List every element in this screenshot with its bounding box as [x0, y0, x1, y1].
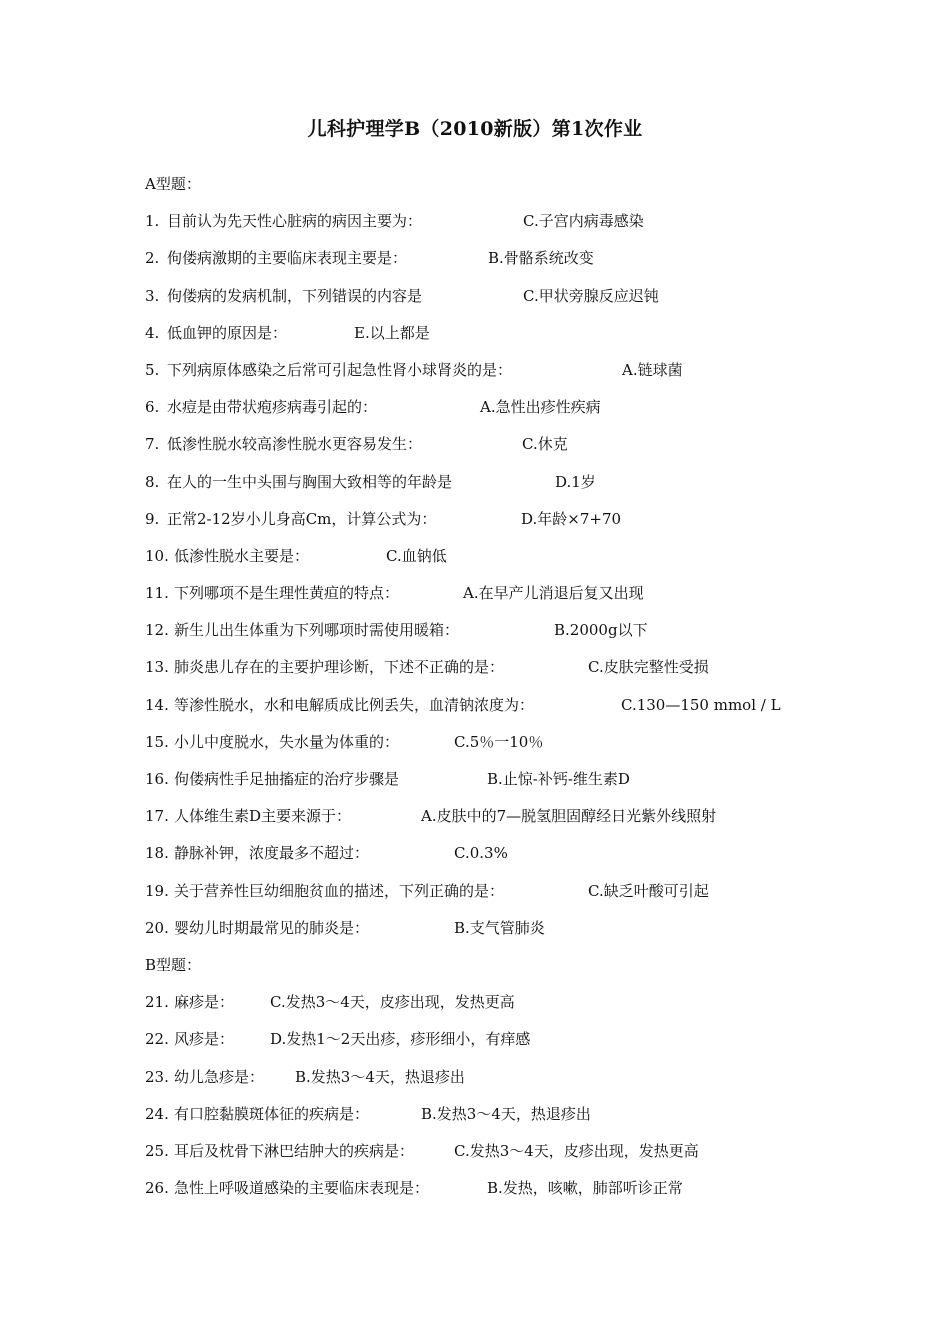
answer: C.皮肤完整性受损	[588, 658, 709, 677]
answer: A.皮肤中的7—脱氢胆固醇经日光紫外线照射	[421, 807, 717, 826]
answer: C.发热3～4天，皮疹出现，发热更高	[454, 1141, 699, 1160]
question-24: 24. 有口腔黏膜斑体征的疾病是： B.发热3～4天，热退疹出	[145, 1102, 845, 1139]
question-6: 6. 水痘是由带状疱疹病毒引起的： A.急性出疹性疾病	[145, 395, 845, 432]
question-3: 3. 佝偻病的发病机制，下列错误的内容是 C.甲状旁腺反应迟钝	[145, 284, 845, 321]
answer: A.链球菌	[622, 360, 683, 379]
answer: C.子宫内病毒感染	[523, 212, 644, 231]
question-10: 10. 低渗性脱水主要是： C.血钠低	[145, 544, 845, 581]
answer: C.血钠低	[386, 546, 447, 565]
answer: C.休克	[522, 435, 568, 454]
question-25: 25. 耳后及枕骨下淋巴结肿大的疾病是： C.发热3～4天，皮疹出现，发热更高	[145, 1139, 845, 1176]
question-12: 12. 新生儿出生体重为下列哪项时需使用暖箱： B.2000g以下	[145, 618, 845, 655]
answer: A.在早产儿消退后复又出现	[463, 584, 644, 603]
answer: B.发热，咳嗽，肺部听诊正常	[487, 1179, 683, 1198]
answer: B.骨骼系统改变	[488, 249, 594, 268]
question-13: 13. 肺炎患儿存在的主要护理诊断，下述不正确的是： C.皮肤完整性受损	[145, 655, 845, 692]
question-11: 11. 下列哪项不是生理性黄疸的特点： A.在早产儿消退后复又出现	[145, 581, 845, 618]
answer: C.甲状旁腺反应迟钝	[523, 286, 659, 305]
section-b-heading: B型题：	[145, 955, 202, 974]
answer: E.以上都是	[354, 323, 430, 342]
question-22: 22. 风疹是： D.发热1～2天出疹，疹形细小，有痒感	[145, 1027, 845, 1064]
question-1: 1. 目前认为先天性心脏病的病因主要为： C.子宫内病毒感染	[145, 209, 845, 246]
question-8: 8. 在人的一生中头围与胸围大致相等的年龄是 D.1岁	[145, 470, 845, 507]
question-5: 5. 下列病原体感染之后常可引起急性肾小球肾炎的是： A.链球菌	[145, 358, 845, 395]
question-20: 20. 婴幼儿时期最常见的肺炎是： B.支气管肺炎	[145, 916, 845, 953]
question-2: 2. 佝偻病激期的主要临床表现主要是： B.骨骼系统改变	[145, 246, 845, 283]
answer: B.发热3～4天，热退疹出	[421, 1104, 591, 1123]
answer: B.支气管肺炎	[454, 918, 545, 937]
question-26: 26. 急性上呼吸道感染的主要临床表现是： B.发热，咳嗽，肺部听诊正常	[145, 1176, 845, 1213]
section-a-heading: A型题：	[145, 175, 201, 193]
answer: D.年龄×7+70	[521, 509, 622, 528]
answer: C.发热3～4天，皮疹出现，发热更高	[270, 993, 515, 1012]
question-23: 23. 幼儿急疹是： B.发热3～4天，热退疹出	[145, 1065, 845, 1102]
answer: C.5％一10％	[454, 732, 544, 751]
page-title: 儿科护理学B（2010新版）第1次作业	[307, 118, 643, 140]
answer: D.1岁	[555, 472, 596, 491]
question-19: 19. 关于营养性巨幼细胞贫血的描述，下列正确的是： C.缺乏叶酸可引起	[145, 879, 845, 916]
answer: B.发热3～4天，热退疹出	[295, 1067, 465, 1086]
question-4: 4. 低血钾的原因是： E.以上都是	[145, 321, 845, 358]
answer: B.2000g以下	[554, 621, 648, 640]
answer: D.发热1～2天出疹，疹形细小，有痒感	[270, 1030, 531, 1049]
answer: C.0.3%	[454, 844, 508, 863]
question-18: 18. 静脉补钾，浓度最多不超过： C.0.3%	[145, 841, 845, 878]
question-17: 17. 人体维生素D主要来源于： A.皮肤中的7—脱氢胆固醇经日光紫外线照射	[145, 804, 845, 841]
question-9: 9. 正常2-12岁小儿身高Cm，计算公式为： D.年龄×7+70	[145, 507, 845, 544]
question-list	[145, 172, 845, 1213]
answer: B.止惊-补钙-维生素D	[487, 770, 630, 788]
question-15: 15. 小儿中度脱水，失水量为体重的： C.5％一10％	[145, 730, 845, 767]
answer: A.急性出疹性疾病	[480, 398, 601, 417]
question-14: 14. 等渗性脱水，水和电解质成比例丢失，血清钠浓度为： C.130—150 mmol / L	[145, 693, 845, 730]
question-16: 16. 佝偻病性手足抽搐症的治疗步骤是 B.止惊-补钙-维生素D	[145, 767, 845, 804]
question-21: 21. 麻疹是： C.发热3～4天，皮疹出现，发热更高	[145, 990, 845, 1027]
answer: C.130—150 mmol / L	[621, 695, 781, 714]
answer: C.缺乏叶酸可引起	[588, 881, 709, 900]
question-7: 7. 低渗性脱水较高渗性脱水更容易发生： C.休克	[145, 432, 845, 469]
